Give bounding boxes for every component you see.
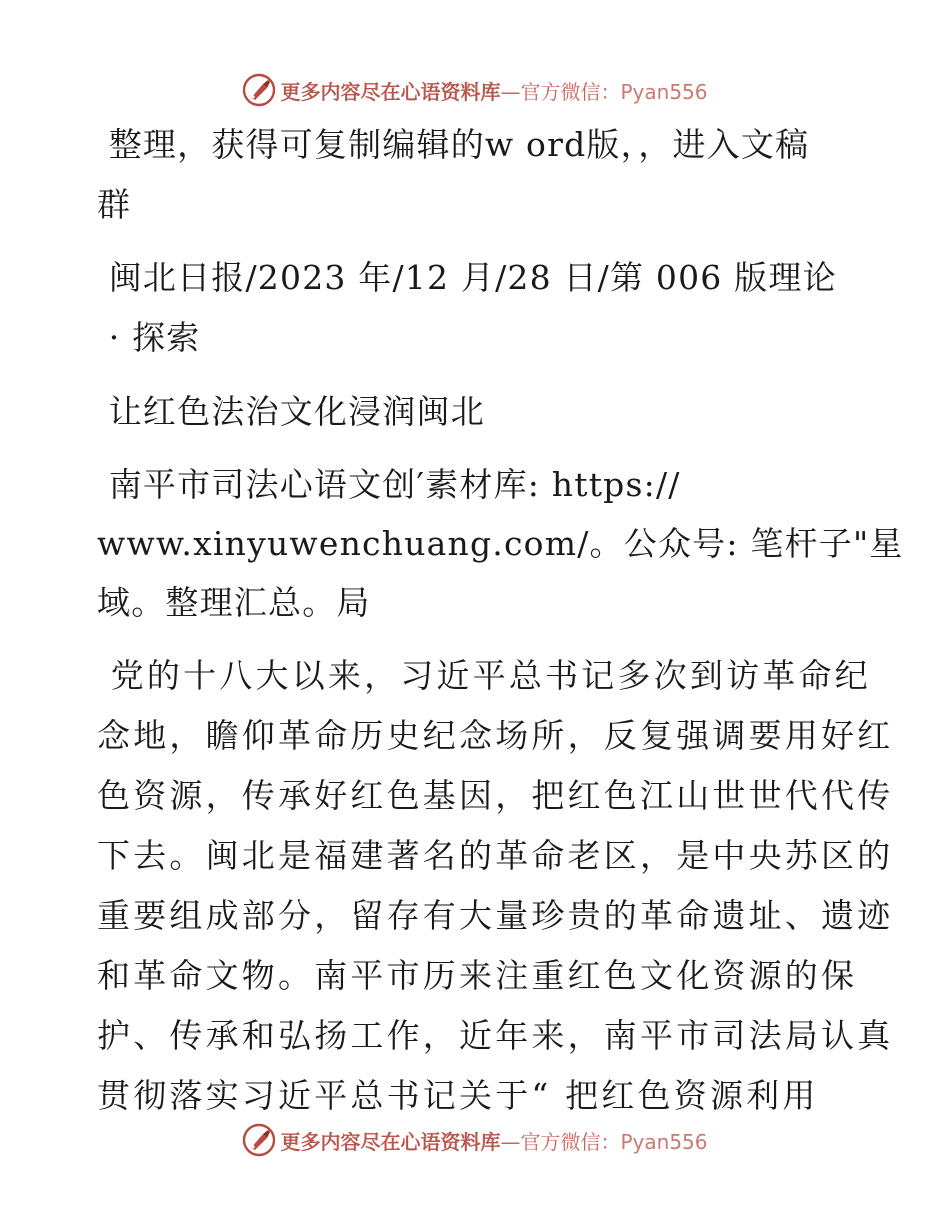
body-line: 下去。闽北是福建著名的革命老区，是中央苏区的 — [97, 836, 894, 875]
body-line: 护、传承和弘扬工作，近年来，南平市司法局认真 — [97, 1016, 894, 1055]
watermark-text: 更多内容尽在心语资料库—官方微信：Pyan556 — [280, 79, 708, 104]
wechat-id: Pyan556 — [620, 1129, 708, 1154]
watermark-banner-bottom — [0, 1120, 950, 1160]
source-line-1: 闽北日报/2023 年/12 月/28 日/第 006 版理论 — [97, 258, 837, 297]
body-line: 重要组成部分，留存有大量珍贵的革命遗址、遗迹 — [97, 896, 894, 935]
byline-line-2: www.xinyuwenchuang.com/。公众号: 笔杆子"星 — [97, 524, 904, 563]
byline-line-3: 域。整理汇总。局 — [97, 583, 371, 622]
wechat-id: Pyan556 — [620, 79, 708, 104]
watermark-banner-top — [0, 70, 950, 110]
body-line: 色资源，传承好红色基因，把红色江山世世代代传 — [97, 776, 894, 815]
byline-line-1: 南平市司法心语文创′素材库: https:// — [97, 465, 681, 504]
source-line-2: · 探索 — [97, 318, 201, 357]
body-line: 和革命文物。南平市历来注重红色文化资源的保 — [97, 956, 858, 995]
body-line: 贯彻落实习近平总书记关于“ 把红色资源利用 — [97, 1076, 819, 1115]
body-line: 念地，瞻仰革命历史纪念场所，反复强调要用好红 — [97, 716, 894, 755]
watermark-text: 更多内容尽在心语资料库—官方微信：Pyan556 — [280, 1129, 708, 1154]
article-title: 让红色法治文化浸润闽北 — [97, 392, 485, 431]
pen-nib-logo-icon — [242, 73, 276, 107]
intro-line-2: 群 — [97, 185, 132, 224]
body-line: 党的十八大以来，习近平总书记多次到访革命纪 — [97, 656, 871, 695]
pen-nib-logo-icon — [242, 1123, 276, 1157]
intro-line-1: 整理，获得可复制编辑的w ord版，，进入文稿 — [97, 125, 810, 164]
